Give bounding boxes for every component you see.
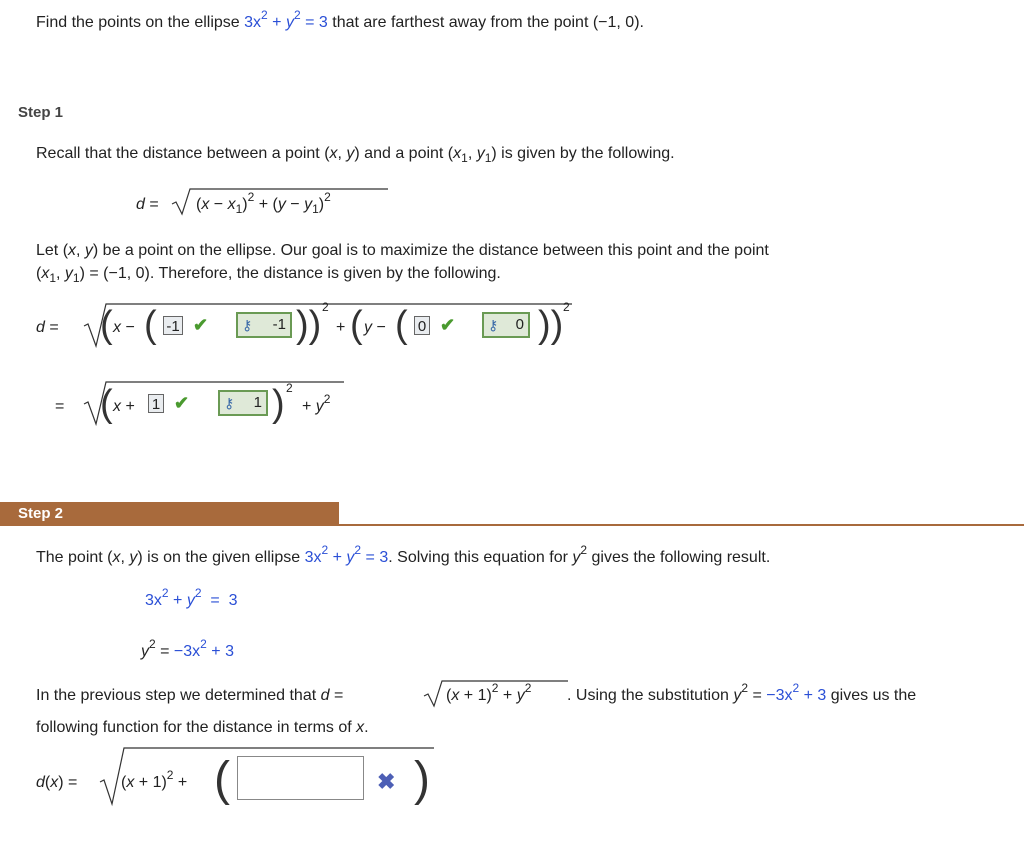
cross-icon: ✖	[377, 769, 396, 794]
x1-answer-box[interactable]: -1	[163, 316, 183, 335]
check-icon: ✔	[193, 315, 209, 335]
key-icon: ⚷	[224, 395, 235, 411]
distance-formula-body: $(x - x_1)^2 + (y - y_1)^2$	[196, 190, 331, 216]
equation-y-squared: $y^2 = -3x^2 + 3$	[141, 637, 234, 660]
key-icon: ⚷	[242, 317, 253, 333]
step2-paragraph-3: following function for the distance in terms of x.	[36, 719, 369, 736]
distance-formula: d =	[136, 196, 159, 213]
y1-key-box: ⚷ 0	[482, 312, 530, 338]
step2-divider	[339, 524, 1024, 526]
let-text: Let (x, y) be a point on the ellipse. Our goal is to maximize the distance between this point and the point	[36, 242, 769, 259]
step2-header: Step 2	[0, 502, 339, 526]
equation-ellipse: $3x^2 + y^2 = 3$	[145, 586, 238, 609]
simplified-key-box: ⚷ 1	[218, 390, 268, 416]
key-icon: ⚷	[488, 317, 499, 333]
d-label: d =	[36, 319, 59, 336]
recall-text: Recall that the distance between a point (x, y) and a point ($x_1$, $y_1$) is given by the following.	[36, 145, 675, 165]
question-text: Find the points on the ellipse $3x^2 + y^2 = 3$ that are farthest away from the point (−1, 0).	[36, 8, 644, 31]
check-icon: ✔	[174, 393, 190, 413]
simplified-answer-box[interactable]: 1	[148, 394, 164, 413]
step2-paragraph-1: The point (x, y) is on the given ellipse $3x^2 + y^2 = 3$. Solving this equation for $y^2$ gives the following result.	[36, 543, 771, 566]
y1-answer-box[interactable]: 0	[414, 316, 430, 335]
distance-function-input[interactable]	[237, 756, 364, 800]
dx-label: d(x) =	[36, 774, 78, 791]
let-text-2: ($x_1$, $y_1) = (-1$, 0). Therefore, the distance is given by the following.	[36, 265, 501, 285]
step1-label: Step 1	[18, 104, 64, 121]
x1-key-box: ⚷ -1	[236, 312, 292, 338]
step2-paragraph-2: In the previous step we determined that d =	[36, 687, 344, 704]
check-icon: ✔	[440, 315, 456, 335]
